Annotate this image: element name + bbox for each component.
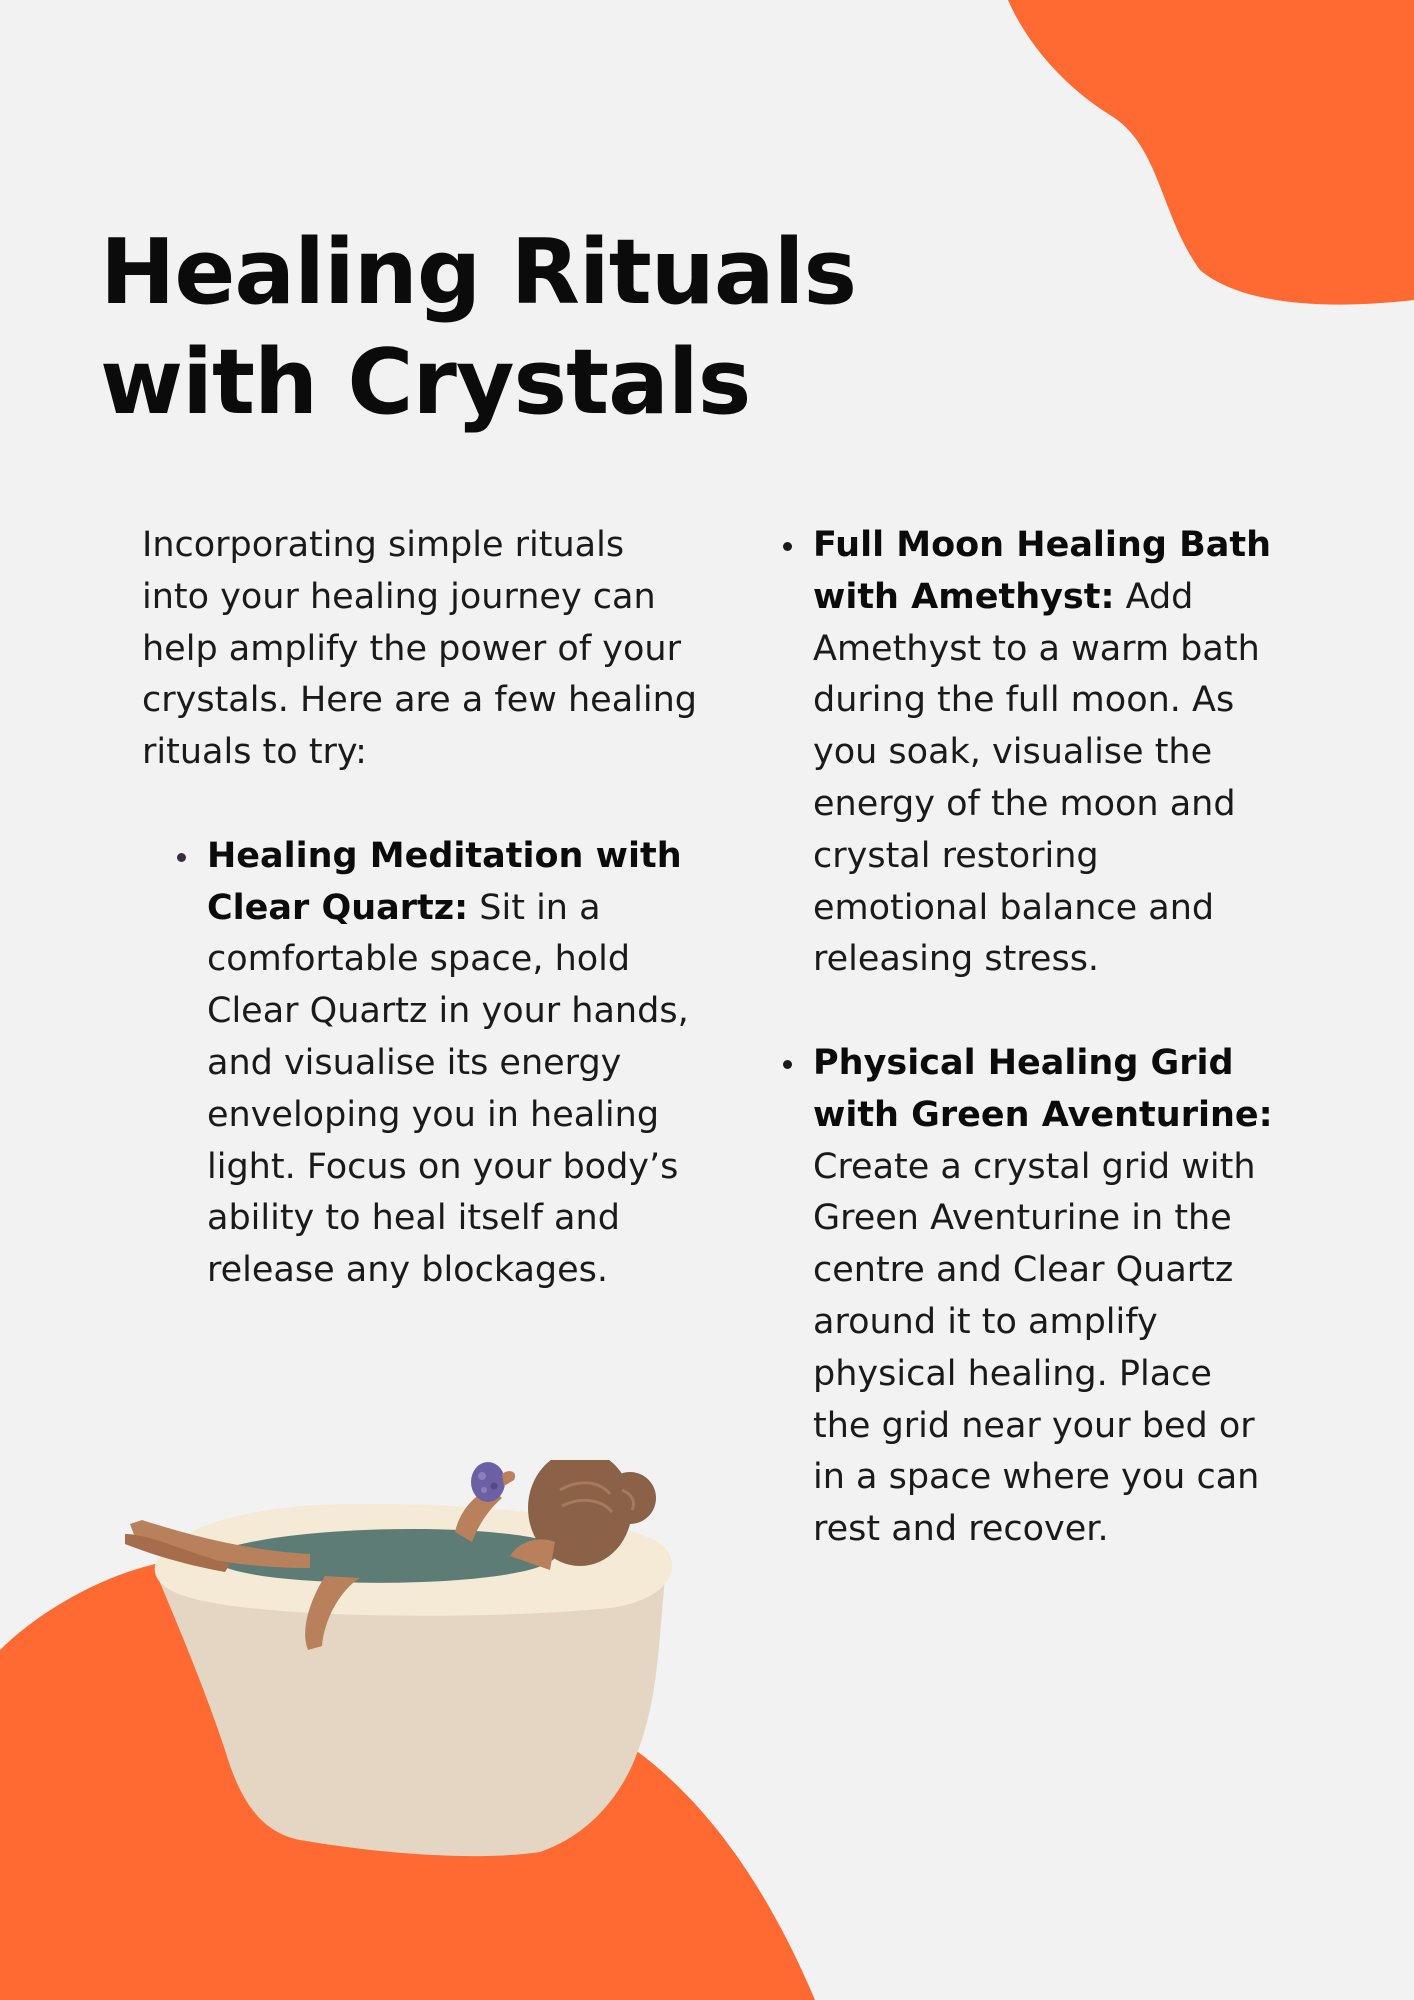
ritual-item bbox=[813, 520, 1280, 986]
amethyst-crystal-icon bbox=[471, 1462, 505, 1502]
ritual-item bbox=[207, 831, 702, 1297]
ritual-text: Create a crystal grid with Green Aventurine in the centre and Clear Quartz around it to amplify physical healing. Place the grid near your bed or in a space where you can rest and recover. bbox=[813, 1146, 1260, 1550]
ritual-title: Physical Healing Grid with Green Aventurine: bbox=[813, 1042, 1273, 1135]
page-title: Healing Rituals with Crystals bbox=[100, 220, 857, 435]
ritual-list-right bbox=[760, 520, 1280, 1556]
ritual-text: Sit in a comfortable space, hold Clear Quartz in your hands, and visualise its energy enveloping you in healing light. Focus on your body’s ability to heal itself and release any blockages. bbox=[207, 887, 689, 1291]
woman-in-bath-illustration bbox=[110, 1460, 710, 1860]
intro-paragraph: Incorporating simple rituals into your healing journey can help amplify the power of your crystals. Here are a few healing rituals to try: bbox=[142, 525, 698, 773]
ritual-title: Full Moon Healing Bath with Amethyst: bbox=[813, 525, 1272, 617]
right-column bbox=[760, 520, 1280, 1556]
left-column bbox=[142, 520, 702, 1297]
ritual-text: Add Amethyst to a warm bath during the full moon. As you soak, visualise the energy of the moon and crystal restoring emotional balance and releasing stress. bbox=[813, 576, 1260, 980]
ritual-title: Healing Meditation with Clear Quartz: bbox=[207, 835, 682, 928]
ritual-list-left bbox=[142, 831, 702, 1297]
ritual-item bbox=[813, 1038, 1280, 1556]
